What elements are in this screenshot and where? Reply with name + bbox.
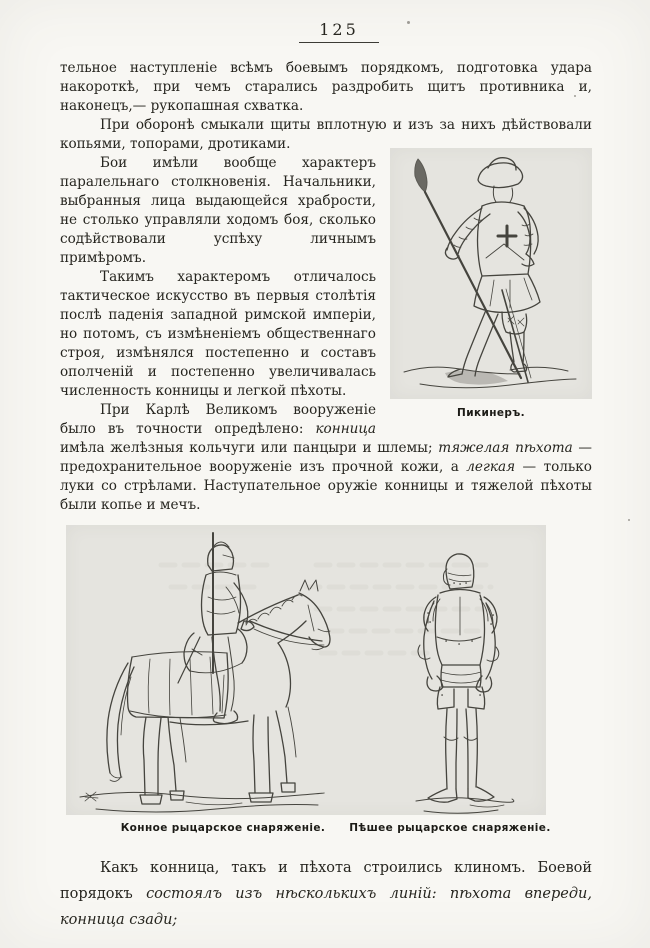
- mounted-knight-illustration: [80, 533, 330, 812]
- figure-pikeman: [390, 148, 592, 423]
- term-light-infantry: легкая: [466, 459, 516, 475]
- paragraph-opening: тельное наступленіе всѣмъ боевымъ порядкомъ, подготовка удара накороткѣ, при чемъ старались раздробить щитъ противника и, наконецъ,— рукопашная схватка.: [60, 60, 592, 114]
- figure-knights: [66, 525, 551, 834]
- dust-speck: [574, 95, 576, 97]
- paragraph-tactics: Такимъ характеромъ отличалось тактическое искусство въ первыя столѣтія послѣ паденія западной римской имперіи, но потомъ, съ измѣненіемъ общественнаго строя, измѣнялся постепенно и составъ ополченій и постепенно увеличивалась численность конницы и легкой пѣхоты.: [60, 269, 376, 399]
- paragraph-closing: [60, 855, 592, 933]
- paragraph-charlemagne-text: — только луки со стрѣлами. Наступательное оружіе конницы и тяжелой пѣхоты были копье и мечъ.: [60, 459, 592, 513]
- paragraph-charlemagne-text: При Карлѣ Великомъ вооруженіе было въ точности опредѣлено:: [60, 402, 376, 437]
- term-cavalry: конница: [315, 421, 376, 437]
- term-heavy-infantry: тяжелая пѣхота: [438, 440, 573, 456]
- dust-speck: [407, 21, 410, 24]
- paragraph-defense: При оборонѣ смыкали щиты вплотную и изъ за нихъ дѣйствовали копьями, топорами, дротиками.: [60, 117, 592, 152]
- knights-illustration: [66, 525, 546, 815]
- text-block: [60, 59, 592, 933]
- pikeman-illustration: [390, 148, 592, 399]
- pikeman-caption: Пикинеръ.: [457, 407, 525, 419]
- paragraph-battles: Бои имѣли вообще характеръ паралельнаго столкновенія. Начальники, выбранныя лица выдающейся храбрости, не столько управляли ходомъ боя, сколько содѣйствовали успѣху личнымъ примѣромъ.: [60, 155, 376, 266]
- page-header: [0, 0, 650, 43]
- paragraph-closing-italic: состоялъ изъ нѣсколькихъ линій: пѣхота впереди, конница сзади;: [60, 886, 592, 928]
- paragraph-closing-text: Какъ конница, такъ и пѣхота строились клиномъ. Боевой порядокъ: [60, 860, 592, 902]
- knights-image-box: [66, 525, 546, 815]
- mounted-knight-caption: Конное рыцарское снаряженіе.: [120, 822, 326, 834]
- paragraph-charlemagne-text: имѣла желѣзныя кольчуги или панцыри и шлемы;: [60, 440, 439, 456]
- foot-knight-caption: Пѣшее рыцарское снаряженіе.: [349, 822, 551, 834]
- page-number-rule: [299, 42, 379, 43]
- page-number: 125: [319, 20, 359, 39]
- knights-captions: [66, 819, 551, 834]
- foot-knight-illustration: [416, 554, 514, 813]
- paragraph-charlemagne-text: — предохранительное вооруженіе изъ прочной кожи, а: [60, 440, 592, 475]
- dust-speck: [628, 519, 630, 521]
- pikeman-image-box: [390, 148, 592, 399]
